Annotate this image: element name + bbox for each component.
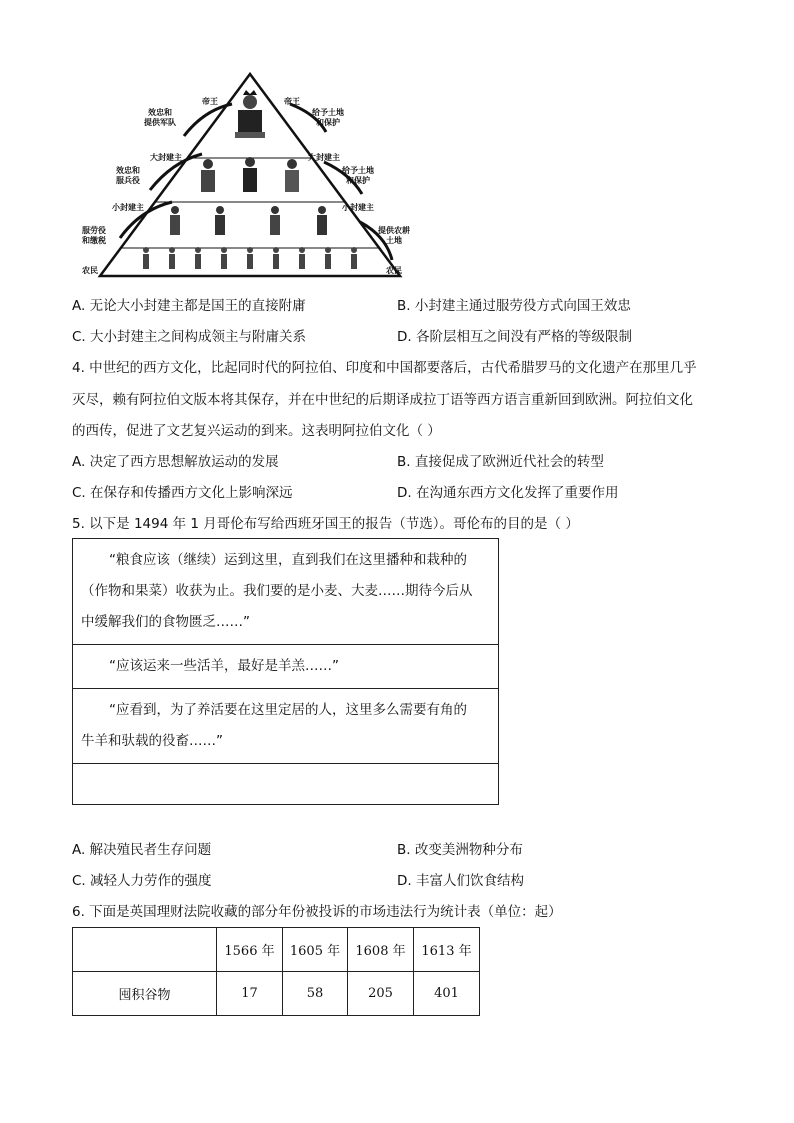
peasants-icon — [143, 247, 357, 269]
label-loyalty: 效忠和 — [148, 108, 172, 117]
q4-stem-line3: 的西传，促进了文艺复兴运动的到来。这表明阿拉伯文化（ ） — [72, 423, 441, 439]
table-cell: 17 — [217, 972, 283, 1016]
q3-option-c: C. 大小封建主之间构成领主与附庸关系 — [72, 329, 307, 345]
q4-option-c: C. 在保存和传播西方文化上影响深远 — [72, 485, 293, 501]
quote-row-empty — [73, 764, 498, 804]
q4-stem-line1: 4. 中世纪的西方文化，比起同时代的阿拉伯、印度和中国都要落后，古代希腊罗马的文化遗产在那里几乎 — [72, 360, 697, 376]
quote-row — [73, 689, 498, 764]
label-small-lord-left: 小封建主 — [112, 203, 144, 212]
quote-text: “粮食应该（继续）运到这里，直到我们在这里播种和栽种的 — [109, 552, 467, 568]
label-farm2: 土地 — [386, 236, 402, 245]
quote-text: （作物和果菜）收获为止。我们要的是小麦、大麦……期待今后从 — [81, 583, 473, 599]
small-lord-icon — [317, 206, 327, 235]
q5-option-b: B. 改变美洲物种分布 — [397, 842, 523, 858]
quote-row — [73, 645, 498, 689]
small-lord-icon — [170, 206, 180, 235]
quote-text: “应看到，为了养活要在这里定居的人，这里多么需要有角的 — [109, 702, 467, 718]
quote-row — [73, 539, 498, 645]
great-lord-icon — [243, 157, 257, 192]
table-cell: 58 — [283, 972, 348, 1016]
table-header-row — [73, 928, 480, 972]
label-great-lord-right: 大封建主 — [308, 153, 340, 162]
label-loyalty2: 效忠和 — [116, 166, 140, 175]
great-lord-icon — [201, 159, 215, 192]
quote-text: 牛羊和驮载的役畜……” — [81, 733, 223, 749]
q5-stem: 5. 以下是 1494 年 1 月哥伦布写给西班牙国王的报告（节选）。哥伦布的目的是（ ） — [72, 516, 579, 532]
king-icon — [235, 90, 265, 138]
q4-option-b: B. 直接促成了欧洲近代社会的转型 — [397, 454, 604, 470]
q5-option-c: C. 减轻人力劳作的强度 — [72, 873, 212, 889]
label-farm1: 提供农耕 — [378, 226, 410, 235]
great-lord-icon — [285, 159, 299, 192]
label-peasant-right: 农民 — [386, 266, 402, 275]
q4-option-d: D. 在沟通东西方文化发挥了重要作用 — [397, 485, 619, 501]
q3-option-b: B. 小封建主通过服劳役方式向国王效忠 — [397, 298, 631, 314]
table-row — [73, 972, 480, 1016]
label-emperor-left: 帝王 — [202, 97, 218, 106]
q4-stem-line2: 灭尽，赖有阿拉伯文版本将其保存，并在中世纪的后期译成拉丁语等西方语言重新回到欧洲。阿拉伯文化 — [72, 392, 693, 408]
label-land1a: 给予土地 — [312, 108, 344, 117]
q3-option-a: A. 无论大小封建主都是国王的直接附庸 — [72, 298, 306, 314]
label-army: 提供军队 — [144, 118, 176, 127]
q3-option-d: D. 各阶层相互之间没有严格的等级限制 — [397, 329, 632, 345]
quote-text: “应该运来一些活羊，最好是羊羔……” — [109, 658, 339, 674]
table-header-cell: 1566 年 — [217, 928, 283, 972]
label-military: 服兵役 — [116, 176, 140, 185]
small-lord-icon — [215, 206, 225, 235]
label-labor2: 和缴税 — [82, 236, 106, 245]
label-labor1: 服劳役 — [82, 226, 106, 235]
table-header-cell — [73, 928, 217, 972]
label-great-lord-left: 大封建主 — [150, 153, 182, 162]
table-header-cell: 1605 年 — [283, 928, 348, 972]
q5-option-d: D. 丰富人们饮食结构 — [397, 873, 524, 889]
table-cell: 401 — [414, 972, 480, 1016]
q5-option-a: A. 解决殖民者生存问题 — [72, 842, 212, 858]
table-cell: 囤积谷物 — [73, 972, 217, 1016]
q4-option-a: A. 决定了西方思想解放运动的发展 — [72, 454, 279, 470]
small-lord-icon — [270, 206, 280, 235]
table-header-cell: 1613 年 — [414, 928, 480, 972]
quote-text: 中缓解我们的食物匮乏……” — [81, 614, 250, 630]
label-peasant-left: 农民 — [82, 266, 98, 275]
q6-stem: 6. 下面是英国理财法院收藏的部分年份被投诉的市场违法行为统计表（单位：起） — [72, 904, 562, 920]
q6-stats-table — [72, 927, 480, 1016]
label-emperor-right: 帝王 — [284, 97, 300, 106]
feudal-pyramid-figure — [80, 70, 420, 285]
label-small-lord-right: 小封建主 — [342, 203, 374, 212]
table-header-cell: 1608 年 — [348, 928, 414, 972]
table-cell: 205 — [348, 972, 414, 1016]
label-land1b: 和保护 — [316, 118, 340, 127]
q5-quote-box — [72, 538, 499, 805]
label-land2a: 给予土地 — [342, 166, 374, 175]
label-land2b: 和保护 — [346, 176, 370, 185]
